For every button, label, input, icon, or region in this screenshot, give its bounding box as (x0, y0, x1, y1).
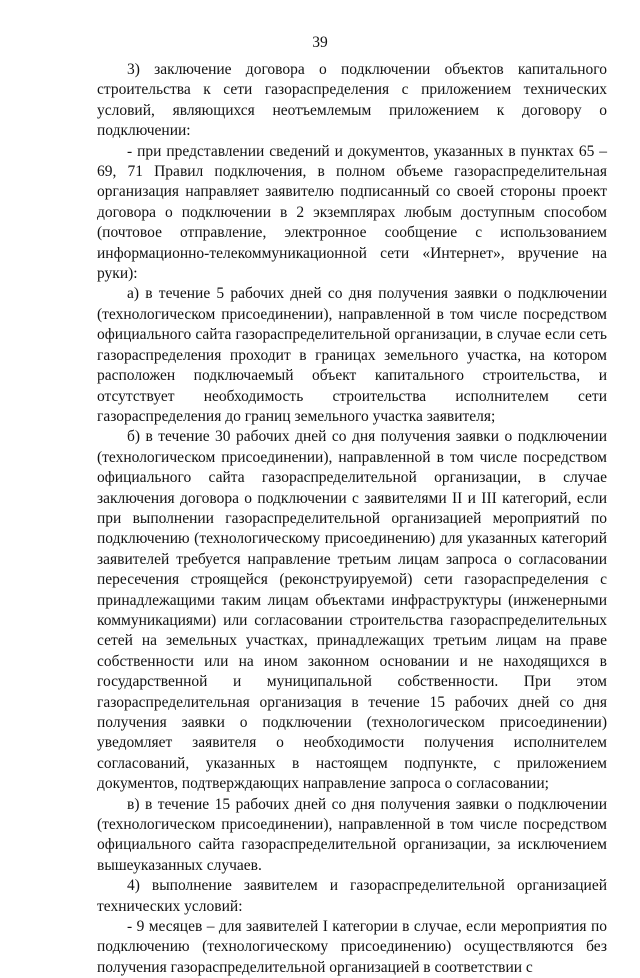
page-number: 39 (312, 34, 328, 51)
paragraph-nine-months: - 9 месяцев – для заявителей I категории в случае, если мероприятия по подключению (технологическому присоединению) осуществляются без получения газораспределительной организацией в соответствии с (97, 918, 607, 976)
paragraph-subitem-v: в) в течение 15 рабочих дней со дня получения заявки о подключении (технологическом присоединении), направленной в том числе посредством официального сайта газораспределительной организации, за исключением вышеуказанных случаев. (97, 795, 607, 874)
paragraph-subitem-a: а) в течение 5 рабочих дней со дня получения заявки о подключении (технологическом присоединении), направленной в том числе посредством официального сайта газораспределительной организации, в случае если сеть газораспределения проходит в границах земельного участка, на котором расположен подключаемый объект капитального строительства, и отсутствует необходимость строительства исполнителем сети газораспределения до границ земельного участка заявителя; (97, 285, 607, 425)
paragraph-item-4: 4) выполнение заявителем и газораспределительной организацией технических условий: (97, 877, 607, 915)
paragraph-subitem-b: б) в течение 30 рабочих дней со дня получения заявки о подключении (технологическом присоединении), направленной в том числе посредством официального сайта газораспределительной организации, в случае заключения договора о подключении с заявителями II и III категорий, если при выполнении газораспределительной организацией мероприятий по подключению (технологическому присоединению) для указанных категорий заявителей требуется направление третьим лицам запроса о согласовании пересечения строящейся (реконструируемой) сети газораспределения с принадлежащими таким лицам объектами инфраструктуры (инженерными коммуникациями) или согласовании строительства газораспределительных сетей на земельных участках, принадлежащих третьим лицам на праве собственности или на ином законном основании и не находящихся в государственной и муниципальной собственности. При этом газораспределительная организация в течение 15 рабочих дней со дня получения заявки о подключении (технологическом присоединении) уведомляет заявителя о необходимости получения исполнителем согласований, указанных в настоящем подпункте, с приложением документов, подтверждающих направление запроса о согласовании; (97, 428, 607, 793)
document-body (97, 60, 607, 978)
paragraph-contract-draft: - при представлении сведений и документов, указанных в пунктах 65 – 69, 71 Правил подключения, в полном объеме газораспределительная организация направляет заявителю подписанный со своей стороны проект договора о подключении в 2 экземплярах любым доступным способом (почтовое отправление, электронное сообщение с использованием информационно-телекоммуникационной сети «Интернет», вручение на руки): (97, 142, 607, 283)
paragraph-item-3: 3) заключение договора о подключении объектов капитального строительства к сети газораспределения с приложением технических условий, являющихся неотъемлемым приложением к договору о подключении: (97, 61, 607, 140)
